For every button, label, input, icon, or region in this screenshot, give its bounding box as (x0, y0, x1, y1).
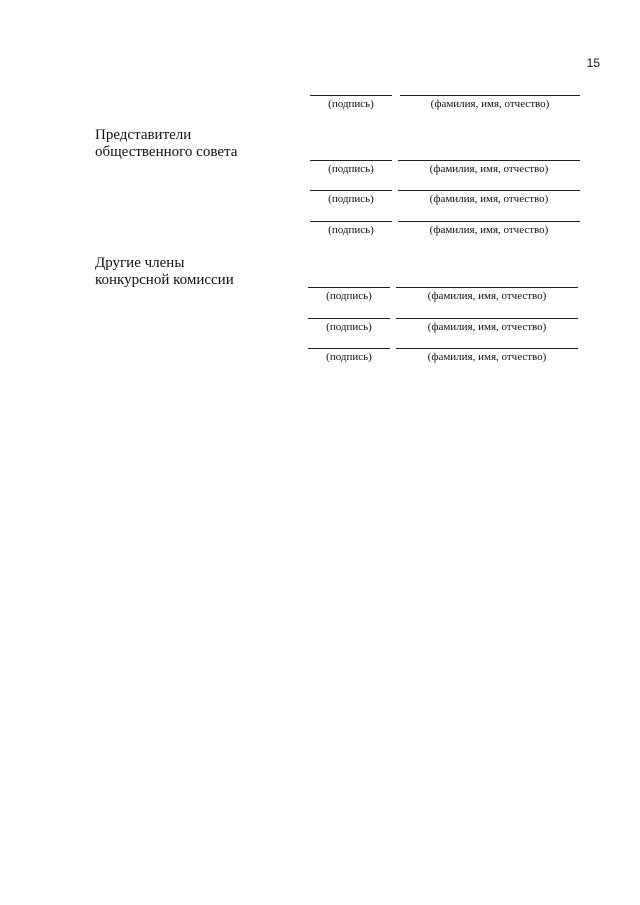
name-caption: (фамилия, имя, отчество) (429, 224, 549, 236)
name-line (398, 160, 580, 161)
signature-line (310, 95, 392, 96)
signature-row (308, 348, 580, 362)
name-caption: (фамилия, имя, отчество) (429, 163, 549, 175)
signature-caption: (подпись) (328, 98, 374, 110)
name-line (400, 95, 580, 96)
signature-row (310, 221, 582, 235)
signature-line (310, 160, 392, 161)
signature-caption: (подпись) (326, 351, 372, 363)
public-council-heading (95, 127, 237, 161)
signature-row (310, 190, 582, 204)
name-line (396, 318, 578, 319)
signature-caption: (подпись) (328, 224, 374, 236)
heading-line: Другие члены (95, 255, 185, 271)
signature-line (308, 348, 390, 349)
signature-line (310, 190, 392, 191)
name-caption: (фамилия, имя, отчество) (427, 290, 547, 302)
heading-line: общественного совета (95, 144, 238, 160)
signature-row (310, 95, 582, 109)
signature-line (308, 318, 390, 319)
signature-caption: (подпись) (328, 193, 374, 205)
heading-line: конкурсной комиссии (95, 272, 234, 288)
signature-row (310, 160, 582, 174)
other-members-heading (95, 255, 234, 289)
heading-line: Представители (95, 127, 192, 143)
signature-caption: (подпись) (328, 163, 374, 175)
signature-row (308, 287, 580, 301)
signature-line (310, 221, 392, 222)
name-line (396, 348, 578, 349)
name-caption: (фамилия, имя, отчество) (429, 193, 549, 205)
name-line (396, 287, 578, 288)
signature-row (308, 318, 580, 332)
signature-caption: (подпись) (326, 321, 372, 333)
name-line (398, 221, 580, 222)
name-line (398, 190, 580, 191)
name-caption: (фамилия, имя, отчество) (427, 321, 547, 333)
name-caption: (фамилия, имя, отчество) (430, 98, 550, 110)
signature-line (308, 287, 390, 288)
page-number: 15 (586, 56, 600, 70)
signature-caption: (подпись) (326, 290, 372, 302)
name-caption: (фамилия, имя, отчество) (427, 351, 547, 363)
